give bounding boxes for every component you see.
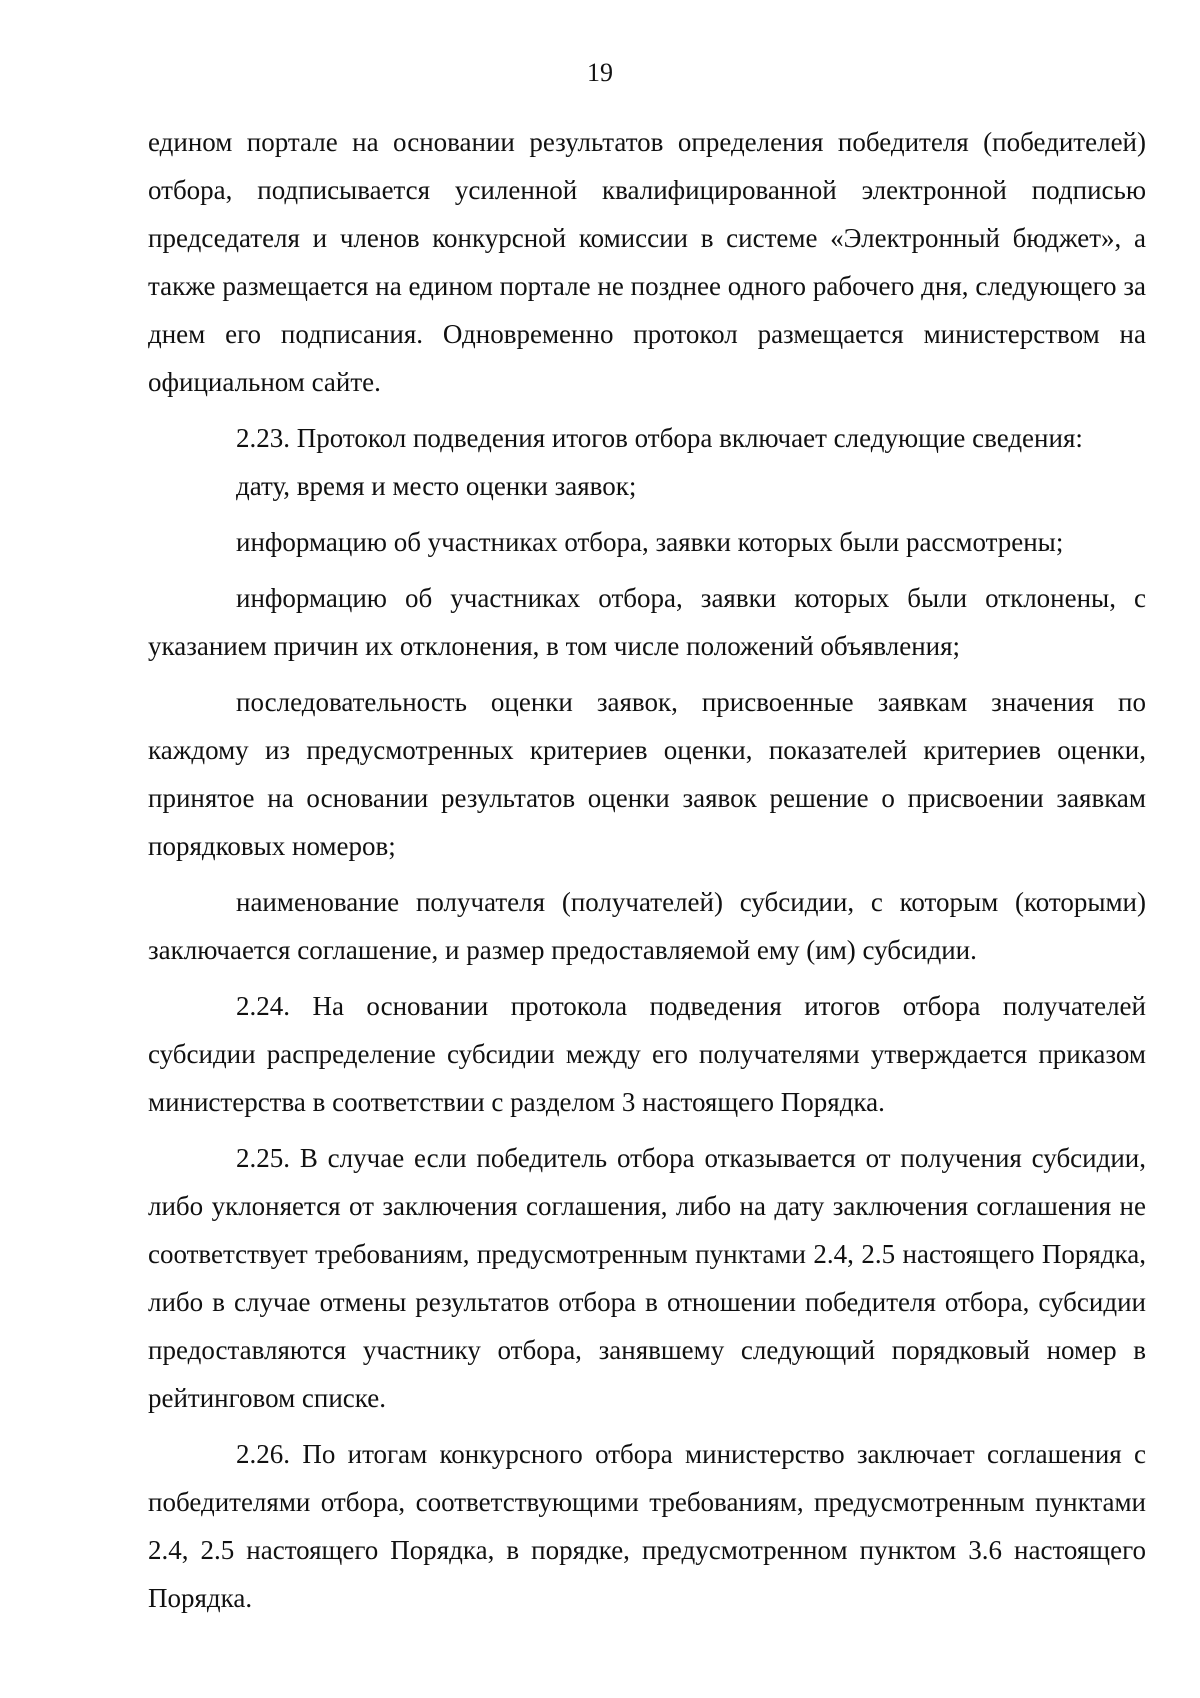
document-body	[148, 118, 1146, 1622]
paragraph-2-26: 2.26. По итогам конкурсного отбора министерство заключает соглашения с победителями отбора, соответствующими требованиям, предусмотренным пунктами 2.4, 2.5 настоящего Порядка, в порядке, предусмотренном пунктом 3.6 настоящего Порядка.	[148, 1439, 1146, 1613]
paragraph-list-item: дату, время и место оценки заявок;	[236, 471, 637, 501]
paragraph-list-item: последовательность оценки заявок, присвоенные заявкам значения по каждому из предусмотренных критериев оценки, показателей критериев оценки, принятое на основании результатов оценки заявок решение о присвоении заявкам порядковых номеров;	[148, 687, 1146, 861]
paragraph-2-23: 2.23. Протокол подведения итогов отбора включает следующие сведения:	[236, 423, 1083, 453]
page-number: 19	[587, 58, 613, 87]
paragraph-list-item: информацию об участниках отбора, заявки которых были отклонены, с указанием причин их отклонения, в том числе положений объявления;	[148, 583, 1146, 661]
paragraph-list-item: информацию об участниках отбора, заявки которых были рассмотрены;	[236, 527, 1064, 557]
paragraph-continuation: едином портале на основании результатов определения победителя (победителей) отбора, подписывается усиленной квалифицированной электронной подписью председателя и членов конкурсной комиссии в системе «Электронный бюджет», а также размещается на едином портале не позднее одного рабочего дня, следующего за днем его подписания. Одновременно протокол размещается министерством на официальном сайте.	[148, 127, 1146, 397]
paragraph-2-24: 2.24. На основании протокола подведения итогов отбора получателей субсидии распределение субсидии между его получателями утверждается приказом министерства в соответствии с разделом 3 настоящего Порядка.	[148, 991, 1146, 1117]
paragraph-2-25: 2.25. В случае если победитель отбора отказывается от получения субсидии, либо уклоняется от заключения соглашения, либо на дату заключения соглашения не соответствует требованиям, предусмотренным пунктами 2.4, 2.5 настоящего Порядка, либо в случае отмены результатов отбора в отношении победителя отбора, субсидии предоставляются участнику отбора, занявшему следующий порядковый номер в рейтинговом списке.	[148, 1143, 1146, 1413]
paragraph-list-item: наименование получателя (получателей) субсидии, с которым (которыми) заключается соглашение, и размер предоставляемой ему (им) субсидии.	[148, 887, 1146, 965]
